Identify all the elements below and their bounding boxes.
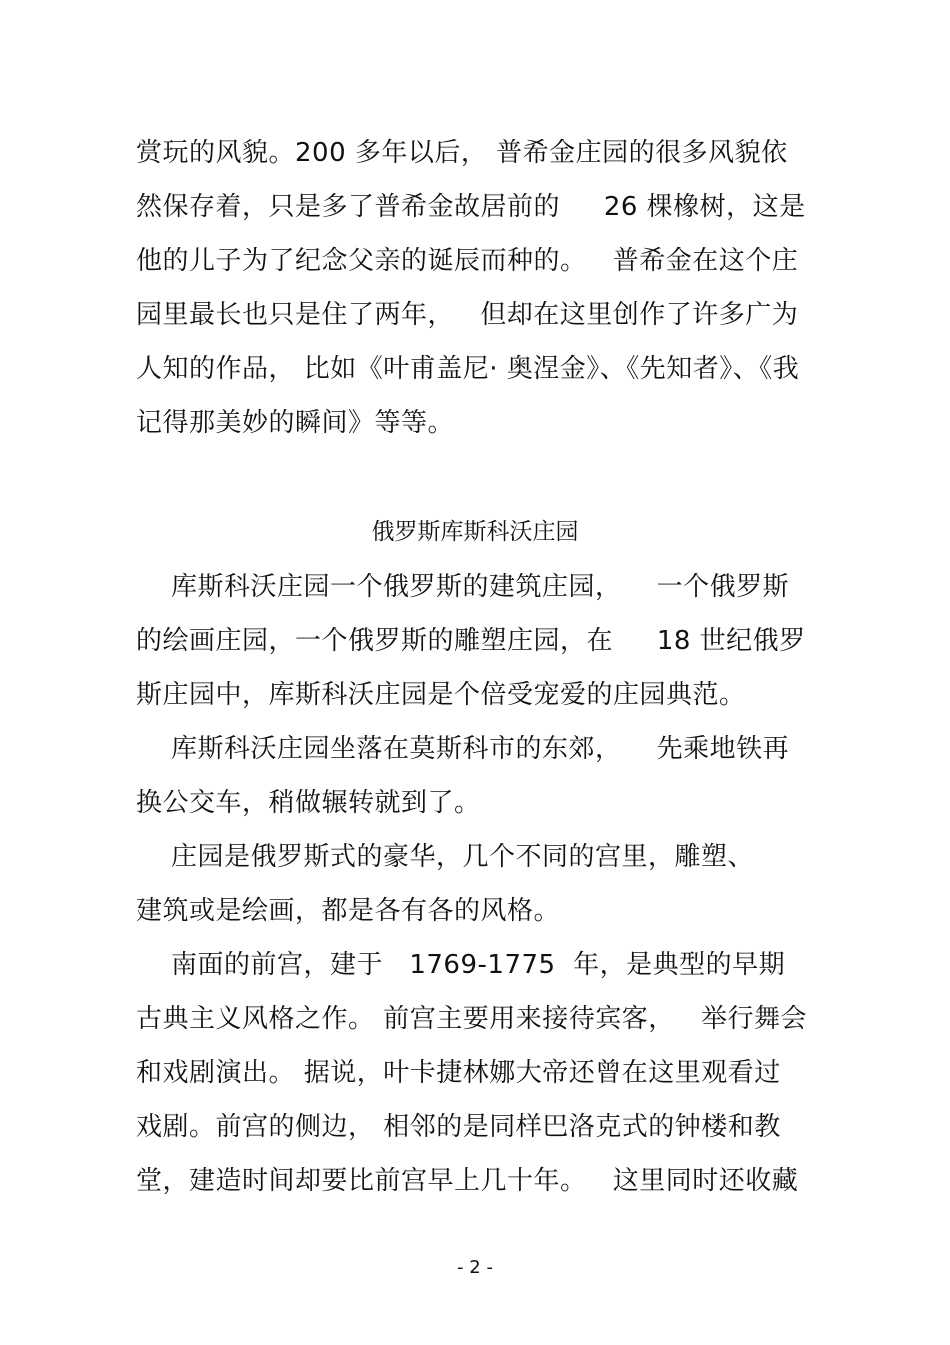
text-line: 人知的作品， 比如《叶甫盖尼· 奥涅金》、《先知者》、《我 xyxy=(136,354,800,384)
text-line: 的绘画庄园，一个俄罗斯的雕塑庄园，在 18 世纪俄罗 xyxy=(136,626,806,656)
text-line: 记得那美妙的瞬间》等等。 xyxy=(136,408,455,438)
text-line: 库斯科沃庄园坐落在莫斯科市的东郊， 先乘地铁再 xyxy=(136,734,790,764)
text-line: 和戏剧演出。 据说，叶卡捷林娜大帝还曾在这里观看过 xyxy=(136,1058,781,1088)
text-line: 堂，建造时间却要比前宫早上几十年。 这里同时还收藏 xyxy=(136,1166,799,1196)
text-line: 赏玩的风貌。200 多年以后， 普希金庄园的很多风貌依 xyxy=(136,138,788,168)
page-number: - 2 - xyxy=(457,1257,493,1278)
text-line: 库斯科沃庄园一个俄罗斯的建筑庄园， 一个俄罗斯 xyxy=(136,572,790,602)
text-line: 然保存着，只是多了普希金故居前的 26 棵橡树，这是 xyxy=(136,192,806,222)
section-title: 俄罗斯库斯科沃庄园 xyxy=(371,519,579,545)
text-line: 庄园是俄罗斯式的豪华，几个不同的宫里，雕塑、 xyxy=(136,842,755,872)
text-line: 斯庄园中，库斯科沃庄园是个倍受宠爱的庄园典范。 xyxy=(136,680,746,710)
text-line: 换公交车，稍做辗转就到了。 xyxy=(136,788,481,818)
text-line: 古典主义风格之作。 前宫主要用来接待宾客， 举行舞会 xyxy=(136,1004,808,1034)
text-line: 南面的前宫，建于 1769-1775 年，是典型的早期 xyxy=(136,950,786,980)
text-line: 园里最长也只是住了两年， 但却在这里创作了许多广为 xyxy=(136,300,799,330)
text-line: 他的儿子为了纪念父亲的诞辰而种的。 普希金在这个庄 xyxy=(136,246,799,276)
text-line: 戏剧。前宫的侧边， 相邻的是同样巴洛克式的钟楼和教 xyxy=(136,1112,781,1142)
text-line: 建筑或是绘画，都是各有各的风格。 xyxy=(136,896,561,926)
